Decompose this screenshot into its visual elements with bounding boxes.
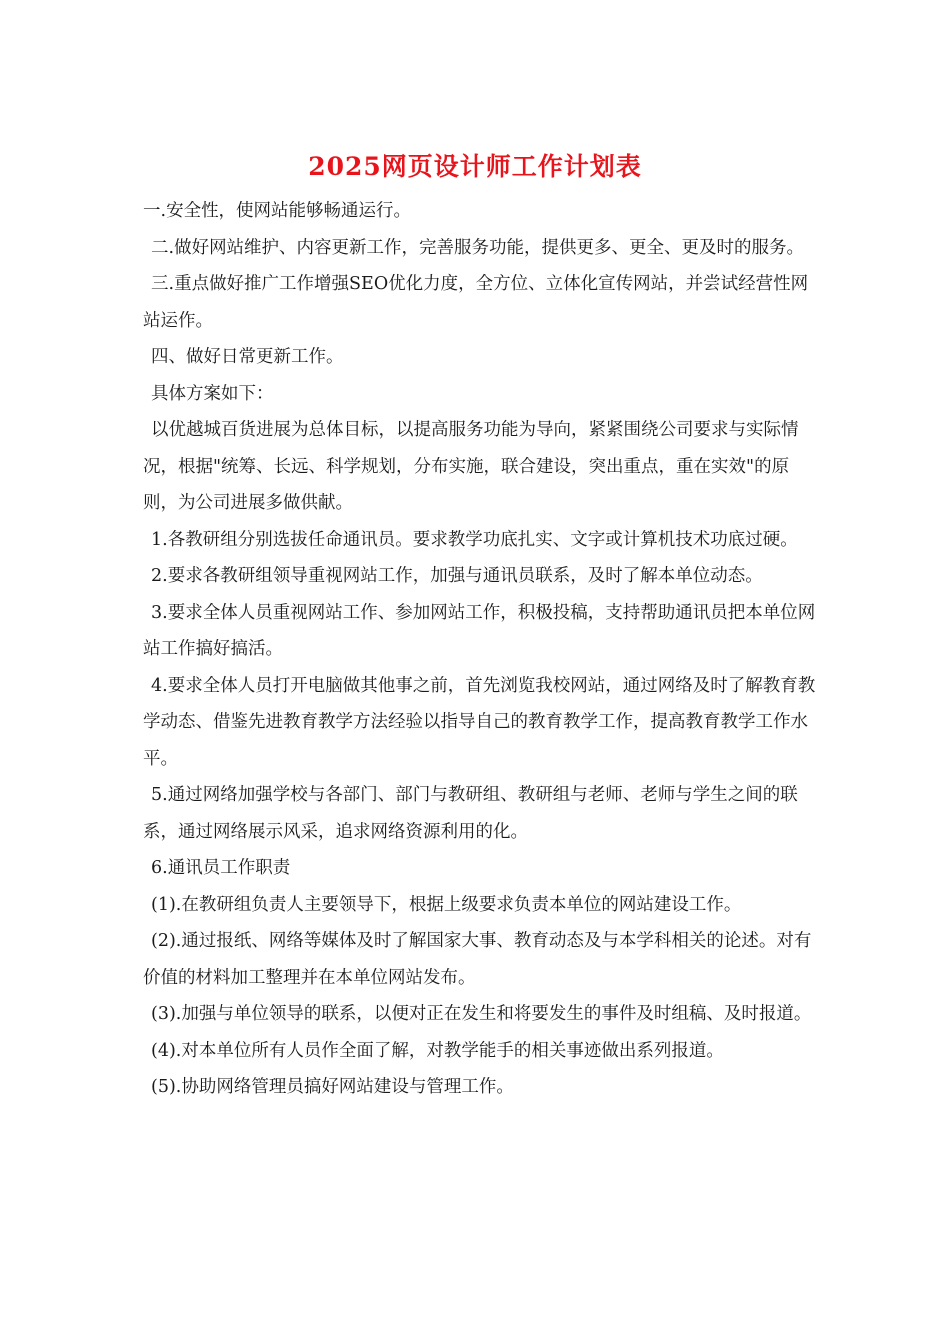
- paragraph-13: (1).在教研组负责人主要领导下，根据上级要求负责本单位的网站建设工作。: [151, 894, 742, 915]
- paragraph-8: 2.要求各教研组领导重视网站工作，加强与通讯员联系，及时了解本单位动态。: [151, 566, 763, 586]
- paragraph-16: (4).对本单位所有人员作全面了解，对教学能手的相关事迹做出系列报道。: [151, 1040, 724, 1061]
- paragraph-11: 5.通过网络加强学校与各部门、部门与教研组、教研组与老师、老师与学生之间的联系，通过网络展示风采，追求网络资源利用的化。: [143, 785, 798, 842]
- document-title: 2025网页设计师工作计划表: [308, 152, 642, 181]
- paragraph-14: (2).通过报纸、网络等媒体及时了解国家大事、教育动态及与本学科相关的论述。对有价值的材料加工整理并在本单位网站发布。: [143, 931, 812, 988]
- paragraph-10: 4.要求全体人员打开电脑做其他事之前，首先浏览我校网站，通过网络及时了解教育教学动态、借鉴先进教育教学方法经验以指导自己的教育教学工作，提高教育教学工作水平。: [143, 675, 816, 769]
- paragraph-3: 三.重点做好推广工作增强SEO优化力度，全方位、立体化宣传网站，并尝试经营性网站运作。: [143, 274, 809, 331]
- paragraph-6: 以优越城百货进展为总体目标，以提高服务功能为导向，紧紧围绕公司要求与实际情况，根据"统筹、长远、科学规划，分布实施，联合建设，突出重点，重在实效"的原则，为公司进展多做供献。: [143, 420, 799, 513]
- paragraph-9: 3.要求全体人员重视网站工作、参加网站工作，积极投稿，支持帮助通讯员把本单位网站工作搞好搞活。: [143, 602, 816, 659]
- document-body: [143, 193, 823, 1106]
- paragraph-2: 二.做好网站维护、内容更新工作，完善服务功能，提供更多、更全、更及时的服务。: [151, 237, 805, 258]
- paragraph-7: 1.各教研组分别选拔任命通讯员。要求教学功底扎实、文字或计算机技术功底过硬。: [151, 529, 798, 550]
- paragraph-17: (5).协助网络管理员搞好网站建设与管理工作。: [151, 1077, 514, 1097]
- paragraph-4: 四、做好日常更新工作。: [151, 347, 344, 367]
- paragraph-12: 6.通讯员工作职责: [151, 858, 291, 878]
- paragraph-5: 具体方案如下：: [151, 383, 274, 404]
- paragraph-15: (3).加强与单位领导的联系，以便对正在发生和将要发生的事件及时组稿、及时报道。: [151, 1004, 812, 1024]
- paragraph-1: 一.安全性，使网站能够畅通运行。: [143, 201, 412, 221]
